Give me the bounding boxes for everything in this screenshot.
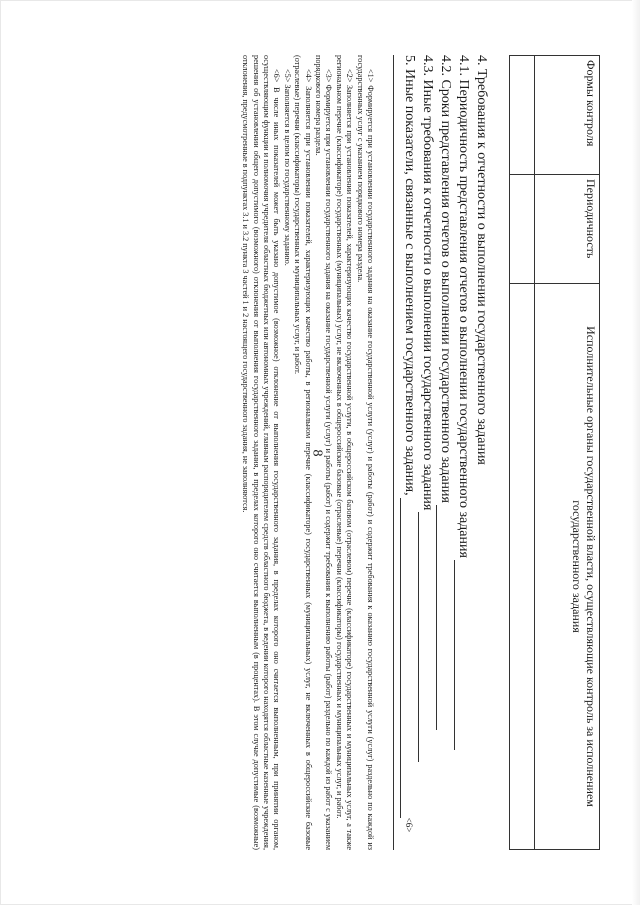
requirement-item: 4.3. Иные требования к отчетности о выполнении государственного задания: [418, 55, 436, 850]
footnote: <2> Заполняется при установлении показателей, характеризующих качество государственной услуги, в общероссийском базовом (отраслевом) перечне (классификаторе) государственных и муниципальных услуг, а также региональном перечне (классификаторе) государственных (муниципальных) услуг, не включенных в общероссийские базовые (отраслевые) перечни (классификаторы) государственных и муниципальных услуг, и работ.: [334, 55, 355, 850]
scan-edge: [632, 0, 640, 905]
fill-line[interactable]: [400, 498, 415, 818]
table-row: [510, 56, 535, 850]
reporting-requirements: [400, 55, 490, 850]
table-header-authorities: Исполнительные органы государственной власти, осуществляющие контроль за исполнением государственного задания: [535, 284, 600, 850]
footnote: <1> Формируется при установлении государственного задания на оказание государственной услуги (услуг) и работы (работ) и содержит требования к оказанию государственной услуги (услуг) раздельно по каждой из государственных услуг с указанием порядкового номера раздела.: [355, 55, 375, 850]
footnote: <3> Формируется при установлении государственного задания на оказание государственной услуги (услуг) и работы (работ) и содержит требования к выполнению работы (работ) раздельно по каждой из работ с указанием порядкового номера раздела.: [313, 55, 334, 850]
page-number: 8: [309, 449, 325, 457]
table-cell[interactable]: [510, 284, 535, 850]
table-header-row: [535, 56, 600, 850]
footnote: <6> В числе иных показателей может быть указано допустимое (возможное) отклонение от выполнения государственного задания, в пределах которого оно считается выполненным, при принятии органом, осуществляющим функции и полномочия учредителя областных бюджетных или автономных учреждений, главным распорядителем средств областного бюджета, в ведении которого находятся областные казенные учреждения, решения об установлении общего допустимого (возможного) отклонения от выполнения государственного задания, в пределах которого оно считается выполненным (в процентах). В этом случае допустимые (возможные) отклонения, предусмотренные в подпунктах 3.1 и 3.2 пункта 3 частей 1 и 2 настоящего государственного задания, не заполняются.: [241, 55, 282, 850]
separator-line: [393, 55, 394, 850]
requirement-item: 4.1. Периодичность представления отчетов о выполнении государственного задания: [454, 55, 472, 850]
requirement-item: 5. Иные показатели, связанные с выполнением государственного задания, <6>: [402, 55, 417, 833]
table-cell[interactable]: [510, 175, 535, 284]
table-header-period: Периодичность: [535, 175, 600, 284]
control-table: [509, 55, 600, 850]
rotated-content: [100, 55, 620, 865]
requirement-item: 4.2. Сроки представления отчетов о выполнении государственного задания: [436, 55, 454, 850]
requirements-title: 4. Требования к отчетности о выполнении государственного задания: [474, 55, 489, 465]
footnotes: [240, 55, 375, 850]
fill-line[interactable]: [418, 512, 433, 762]
fill-line[interactable]: [436, 505, 451, 730]
table-header-forms: Формы контроля: [535, 56, 600, 175]
footnote: <5> Заполняется в целом по государственному заданию.: [282, 69, 292, 266]
fill-line[interactable]: [454, 560, 469, 750]
table-cell[interactable]: [510, 56, 535, 175]
footnote: <4> Заполняется при установлении показателей, характеризующих качество работы, в региональном перечне (классификаторе) государственных (муниципальных) услуг, не включенных в общероссийские базовые (отраслевые) перечни (классификаторы) государственных и муниципальных услуг, и работ.: [293, 55, 313, 850]
